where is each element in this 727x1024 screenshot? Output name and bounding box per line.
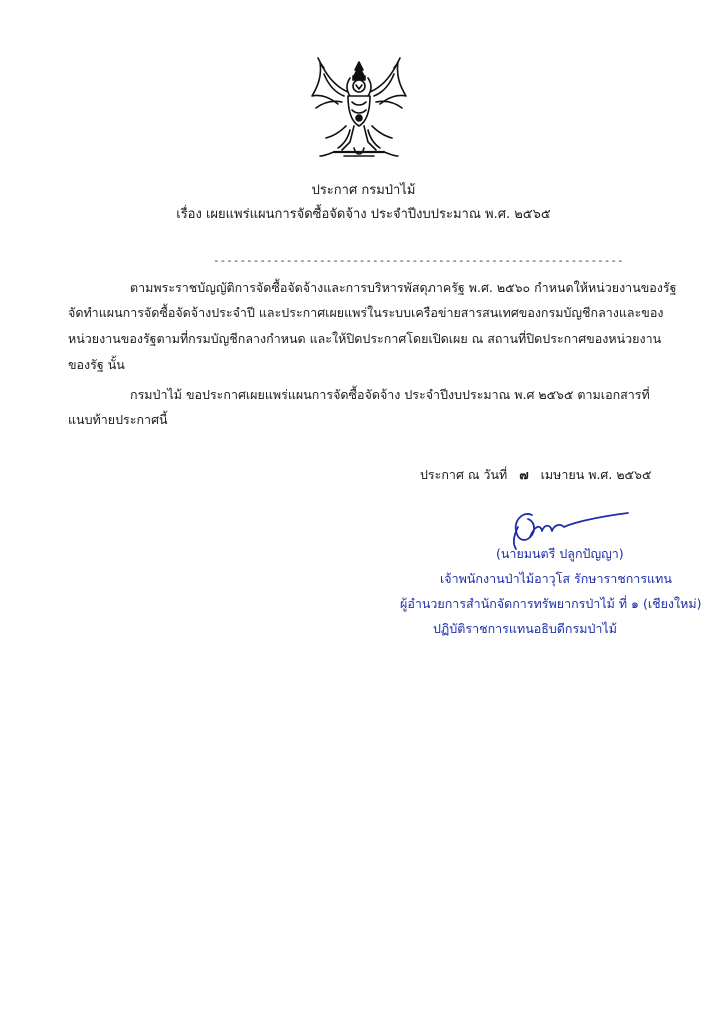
announcement-title: ประกาศ กรมป่าไม้ [311, 183, 416, 198]
signer-position-1: เจ้าพนักงานป่าไม้อาวุโส รักษาราชการแทน [440, 571, 672, 586]
signer-position-3: ปฏิบัติราชการแทนอธิบดีกรมป่าไม้ [433, 621, 617, 636]
paragraph-2-line-2: แนบท้ายประกาศนี้ [68, 412, 168, 427]
signer-name: (นายมนตรี ปลูกปัญญา) [496, 546, 624, 561]
date-day: ๗ [519, 467, 529, 482]
date-suffix: เมษายน พ.ศ. ๒๕๖๕ [540, 467, 652, 482]
date-prefix: ประกาศ ณ วันที่ [420, 467, 508, 482]
signer-position-2: ผู้อำนวยการสำนักจัดการทรัพยากรป่าไม้ ที่ ๑ (เชียงใหม่) [400, 596, 702, 611]
announcement-subject: เรื่อง เผยแพร่แผนการจัดซื้อจัดจ้าง ประจำปีงบประมาณ พ.ศ. ๒๕๖๕ [176, 207, 551, 222]
paragraph-1-line-4: ของรัฐ นั้น [68, 357, 125, 372]
garuda-emblem-icon [304, 56, 414, 166]
paragraph-1-line-1: ตามพระราชบัญญัติการจัดซื้อจัดจ้างและการบริหารพัสดุภาครัฐ พ.ศ. ๒๕๖๐ กำหนดให้หน่วยงานของรัฐ [130, 280, 677, 295]
paragraph-2-line-1: กรมป่าไม้ ขอประกาศเผยแพร่แผนการจัดซื้อจัดจ้าง ประจำปีงบประมาณ พ.ศ ๒๕๖๕ ตามเอกสารที่ [130, 387, 650, 402]
divider-line: -------------------------------------------------------------- [213, 254, 624, 267]
date-line [420, 466, 651, 484]
paragraph-1-line-2: จัดทำแผนการจัดซื้อจัดจ้างประจำปี และประกาศเผยแพร่ในระบบเครือข่ายสารสนเทศของกรมบัญชีกลางและของ [68, 305, 664, 320]
paragraph-1-line-3: หน่วยงานของรัฐตามที่กรมบัญชีกลางกำหนด และให้ปิดประกาศโดยเปิดเผย ณ สถานที่ปิดประกาศของหน่วยงาน [68, 331, 662, 346]
